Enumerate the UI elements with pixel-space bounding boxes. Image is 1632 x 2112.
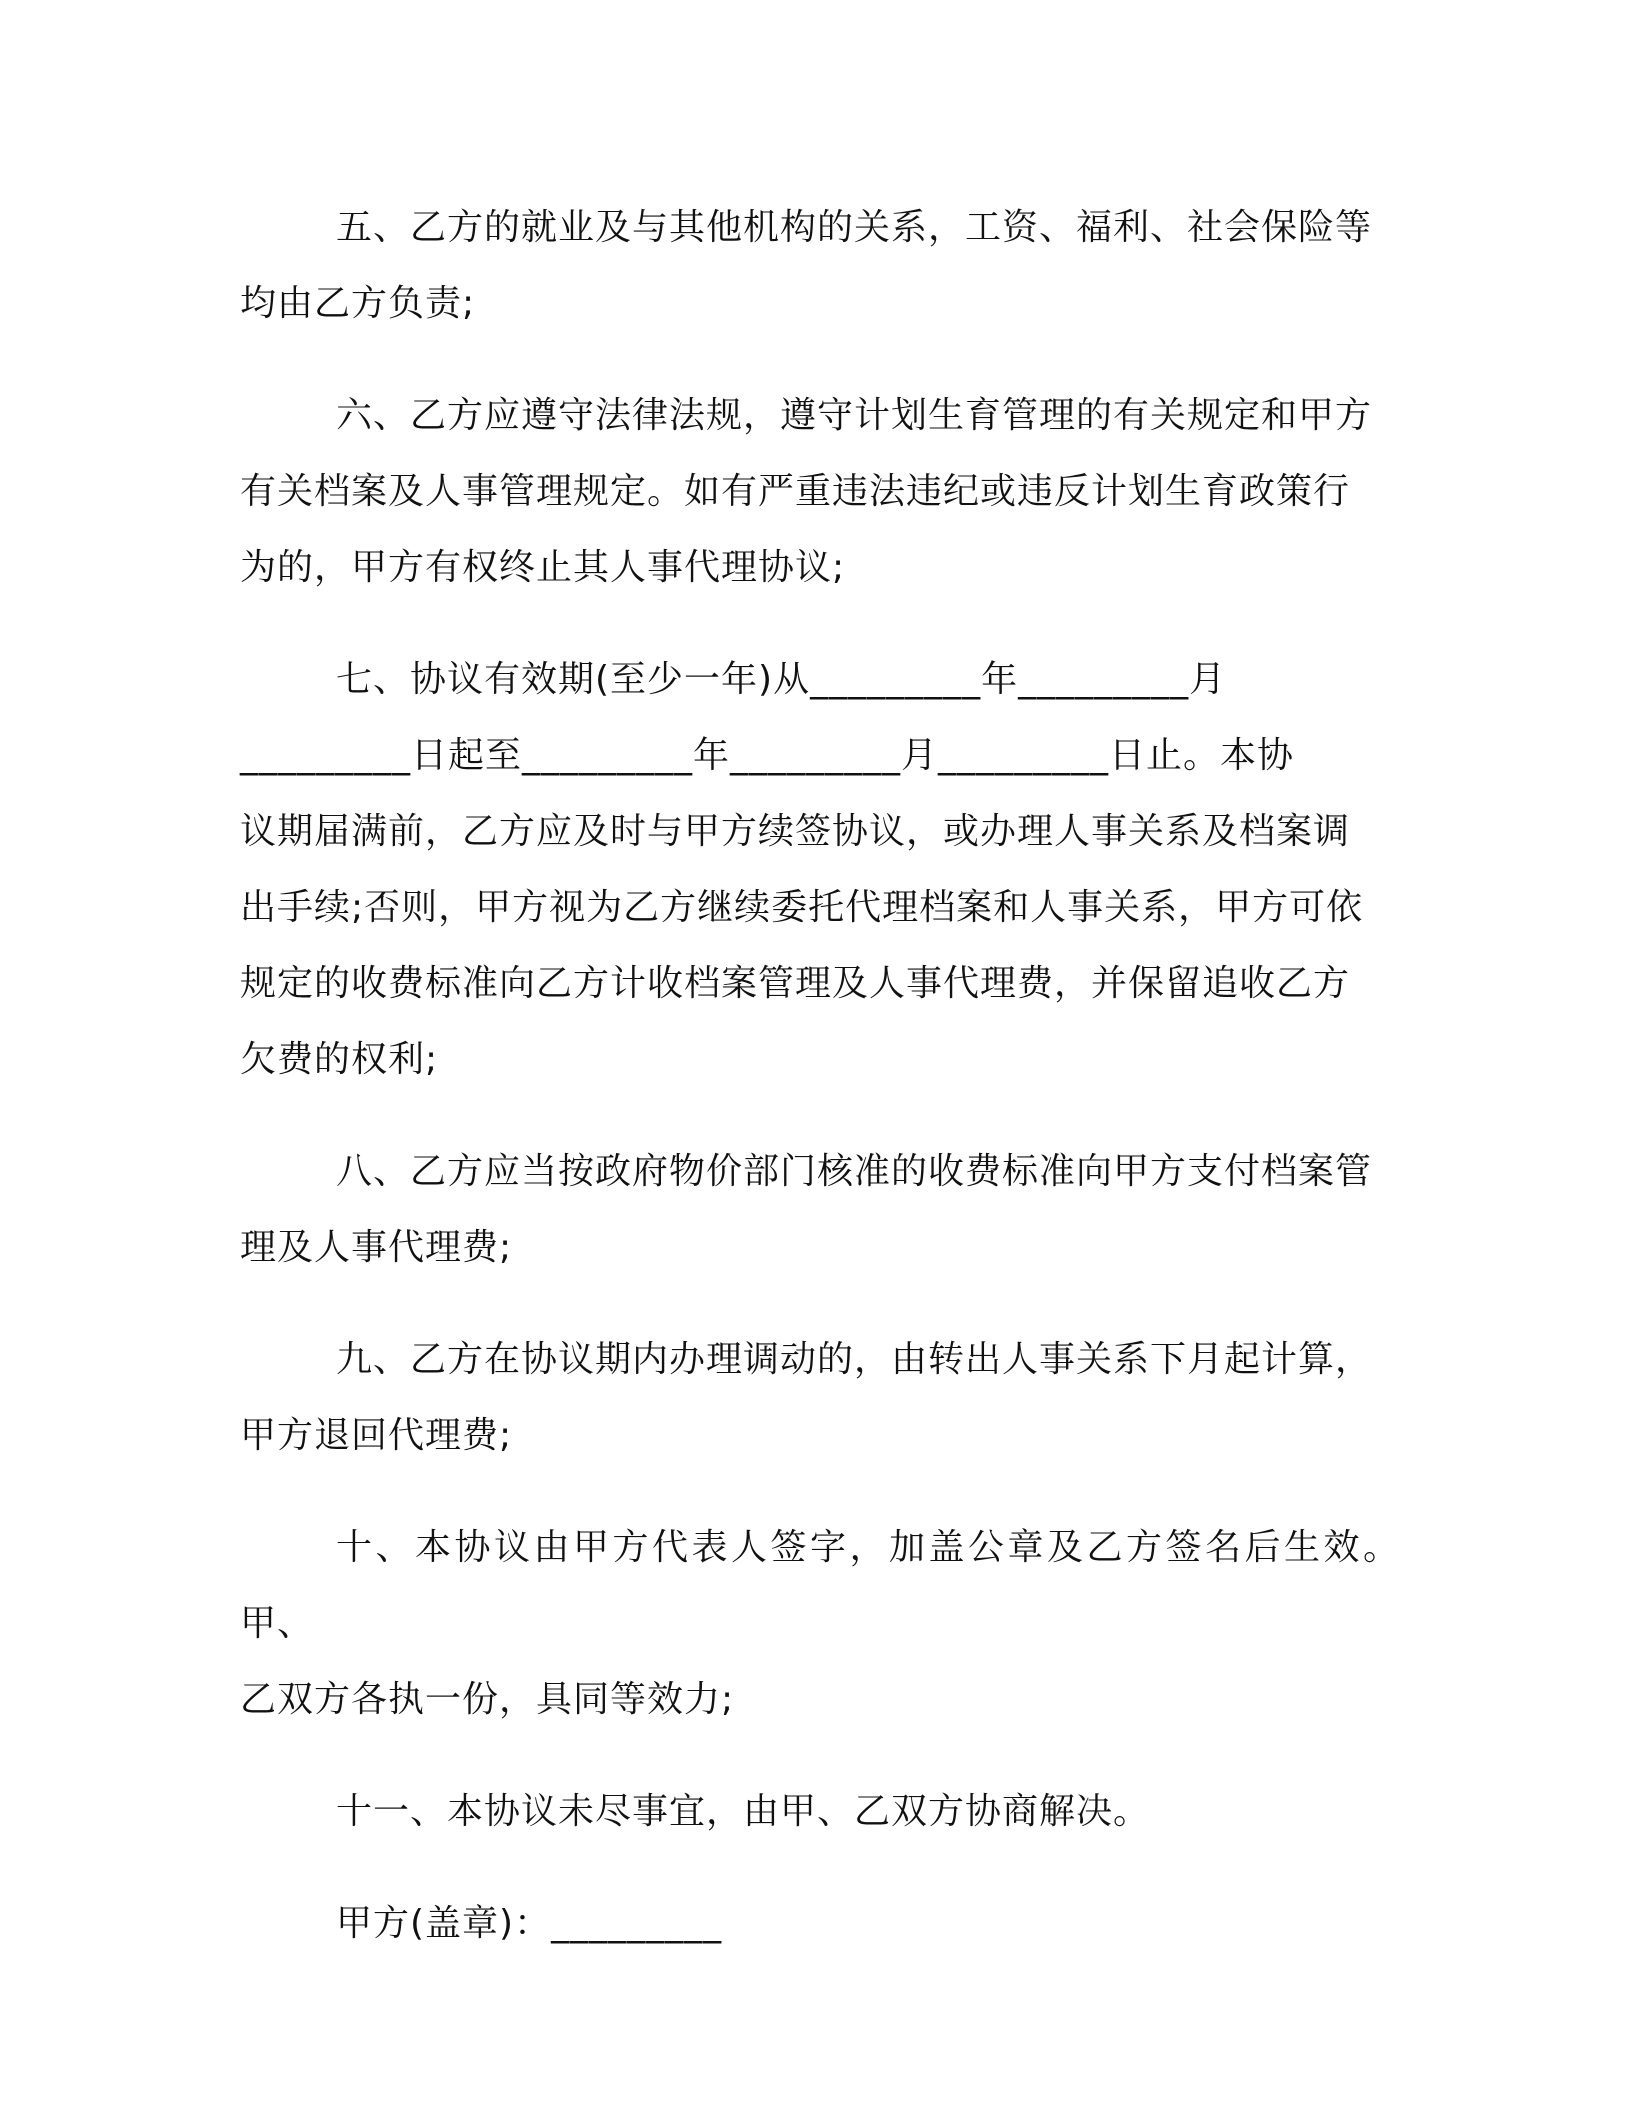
party-a-seal-line: 甲方(盖章)：_________	[336, 1903, 723, 1944]
document-body	[240, 190, 1400, 1962]
clause-10-line-2: 乙双方各执一份，具同等效力;	[240, 1679, 735, 1720]
clause-7-line-5: 规定的收费标准向乙方计收档案管理及人事代理费，并保留追收乙方	[240, 963, 1351, 1004]
clause-11	[240, 1774, 1400, 1850]
clause-10	[240, 1510, 1400, 1738]
clause-11-line-1: 十一、本协议未尽事宜，由甲、乙双方协商解决。	[336, 1791, 1151, 1832]
clause-7-line-4: 出手续;否则，甲方视为乙方继续委托代理档案和人事关系，甲方可依	[240, 887, 1364, 928]
clause-6-line-2: 有关档案及人事管理规定。如有严重违法违纪或违反计划生育政策行	[240, 471, 1351, 512]
clause-7	[240, 642, 1400, 1098]
clause-7-line-1: 七、协议有效期(至少一年)从_________年_________月	[336, 659, 1227, 700]
clause-8-line-1: 八、乙方应当按政府物价部门核准的收费标准向甲方支付档案管	[336, 1151, 1373, 1192]
clause-5	[240, 190, 1400, 342]
clause-7-line-6: 欠费的权利;	[240, 1039, 439, 1080]
clause-6-line-1: 六、乙方应遵守法律法规，遵守计划生育管理的有关规定和甲方	[336, 395, 1373, 436]
clause-6-line-3: 为的，甲方有权终止其人事代理协议;	[240, 547, 846, 588]
clause-8	[240, 1134, 1400, 1286]
clause-5-line-1: 五、乙方的就业及与其他机构的关系，工资、福利、社会保险等	[336, 207, 1373, 248]
clause-7-line-2: _________日起至_________年_________月_________日止。本协	[240, 735, 1295, 776]
clause-8-line-2: 理及人事代理费;	[240, 1227, 513, 1268]
clause-9	[240, 1322, 1400, 1474]
clause-9-line-1: 九、乙方在协议期内办理调动的，由转出人事关系下月起计算，	[336, 1339, 1373, 1380]
clause-9-line-2: 甲方退回代理费;	[240, 1415, 513, 1456]
clause-5-line-2: 均由乙方负责;	[240, 283, 476, 324]
clause-10-line-1: 十、本协议由甲方代表人签字，加盖公章及乙方签名后生效。甲、	[240, 1527, 1400, 1644]
clause-6	[240, 378, 1400, 606]
clause-7-line-3: 议期届满前，乙方应及时与甲方续签协议，或办理人事关系及档案调	[240, 811, 1351, 852]
